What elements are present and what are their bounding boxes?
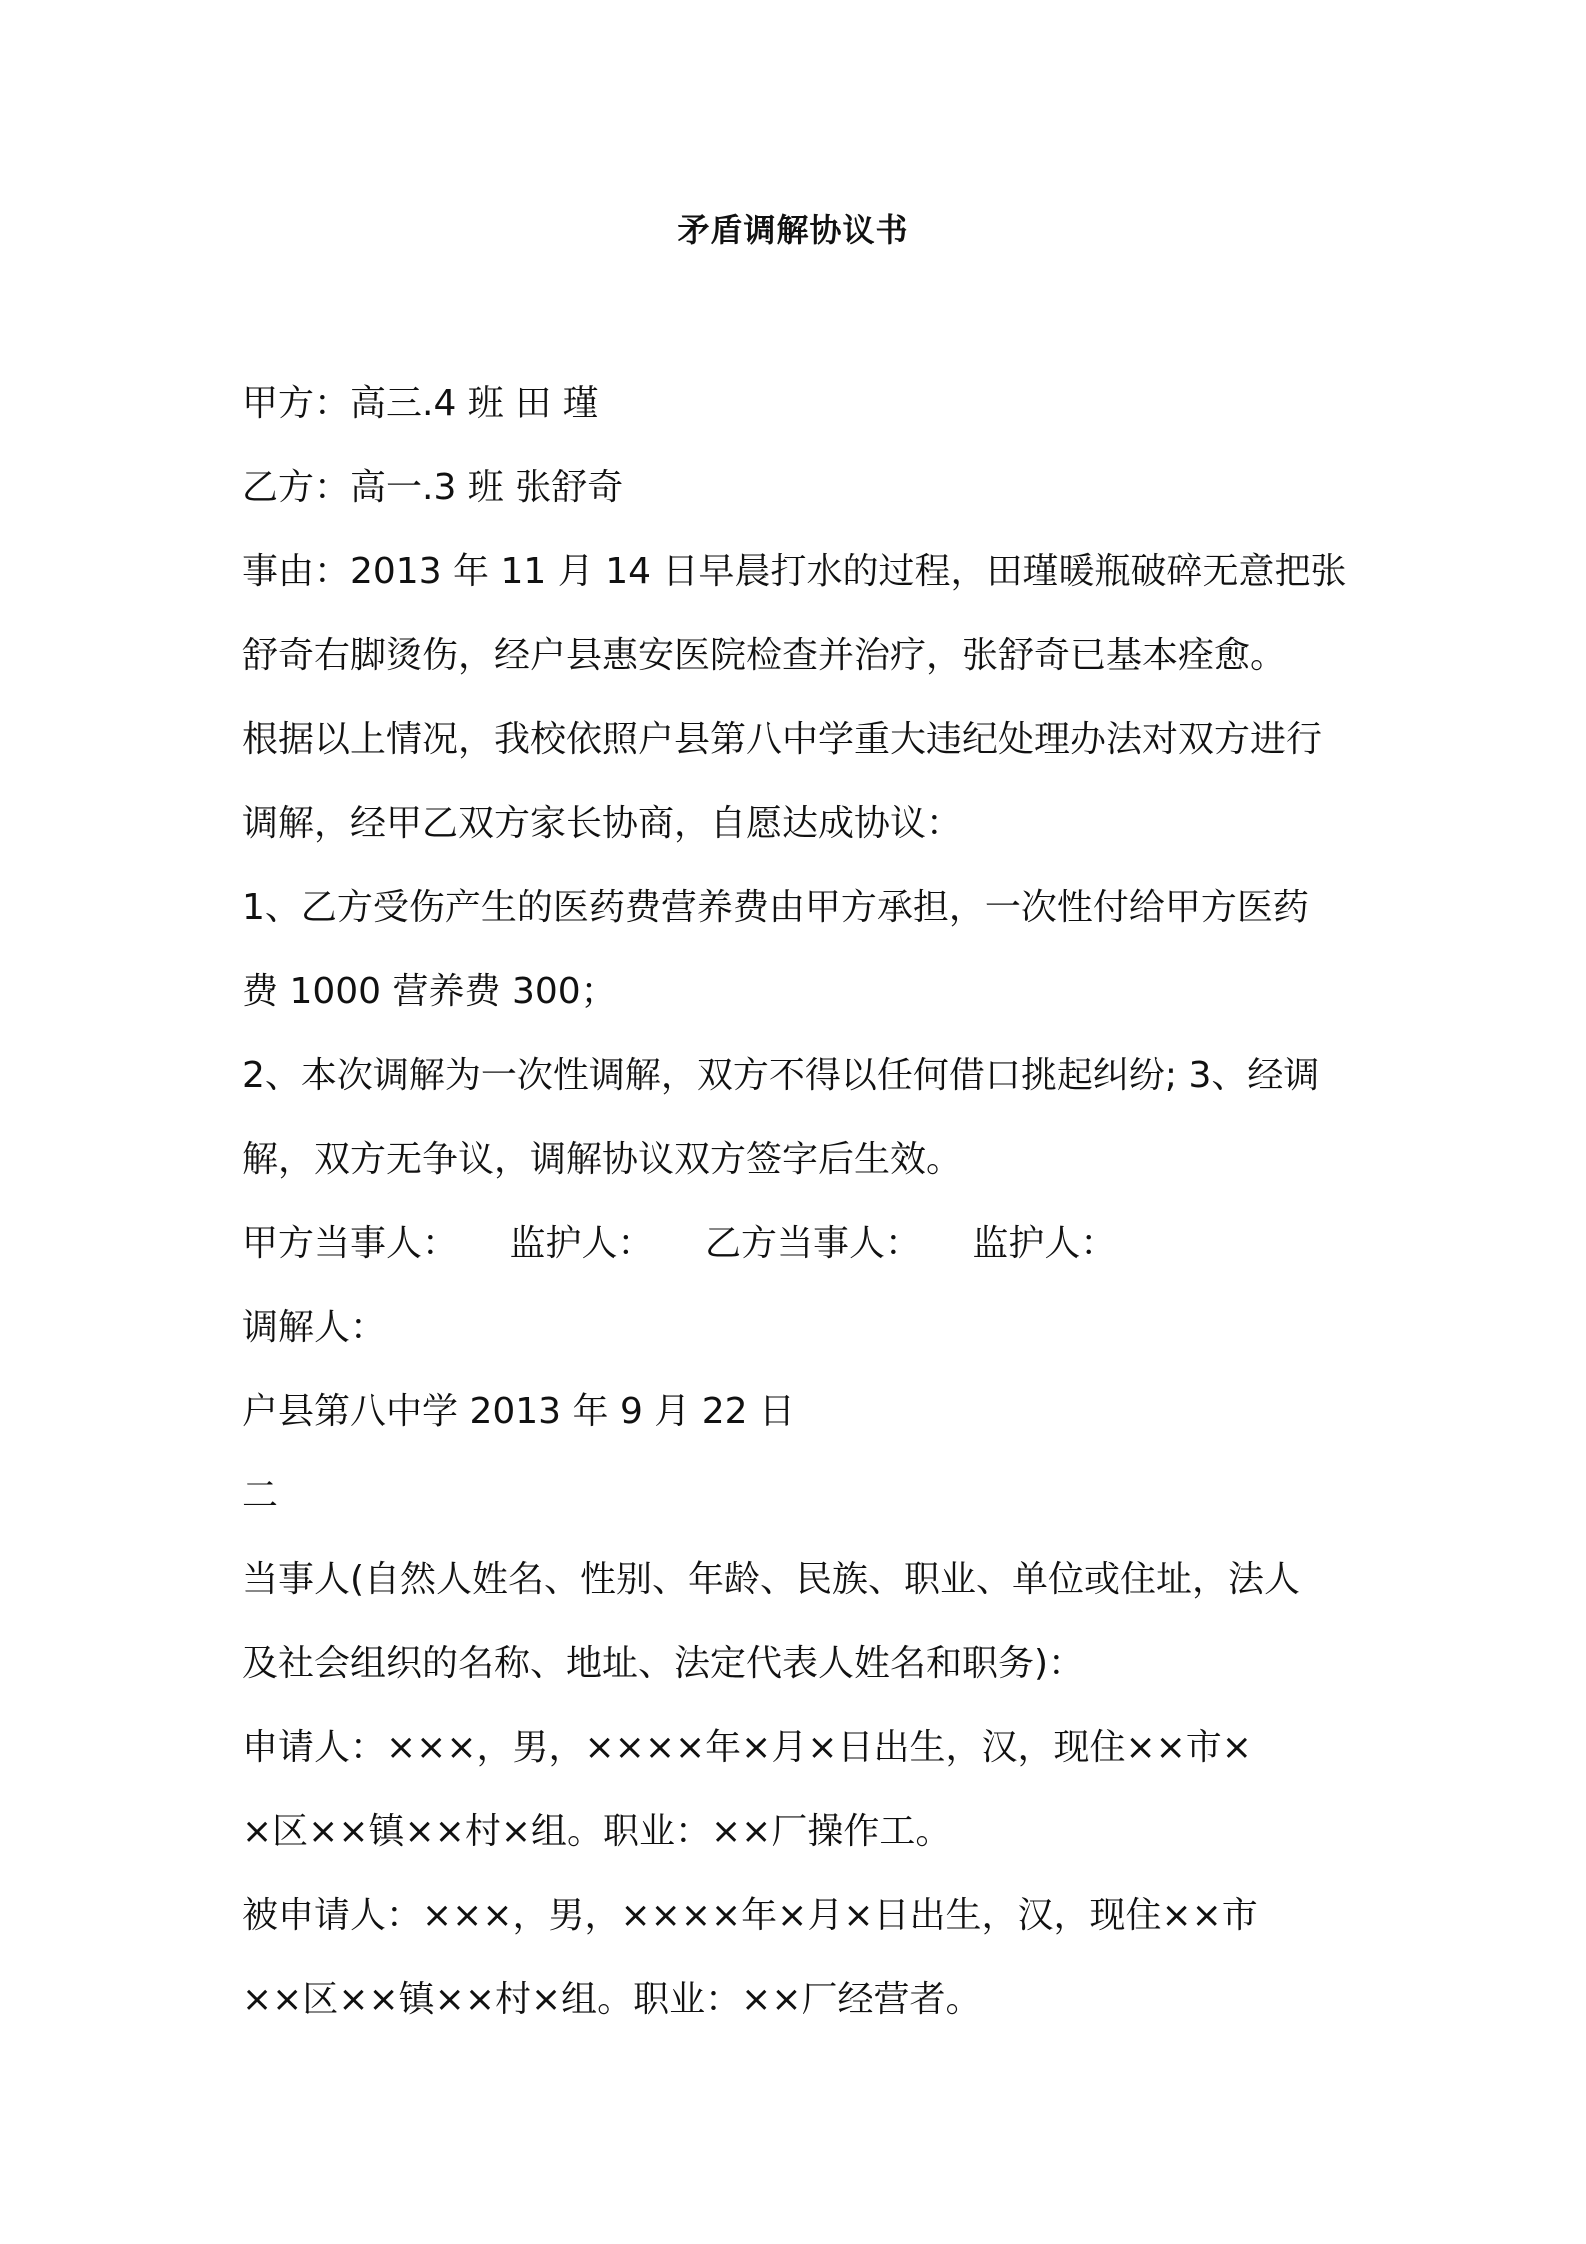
cause-line-2: 舒奇右脚烫伤，经户县惠安医院检查并治疗，张舒奇已基本痊愈。 [242,635,1287,676]
party-a-signature-label: 甲方当事人： [242,1223,459,1264]
respondent-line-2: ××区××镇××村×组。职业：××厂经营者。 [242,1979,982,2020]
applicant-line-1: 申请人：×××，男，××××年×月×日出生，汉，现住××市× [242,1727,1252,1768]
party-a-guardian-label: 监护人： [509,1223,654,1264]
term-2-line-2: 解，双方无争议，调解协议双方签字后生效。 [242,1139,963,1180]
document-title: 矛盾调解协议书 [677,211,909,249]
document-body [242,362,1362,2042]
parties-intro-line-2: 及社会组织的名称、地址、法定代表人姓名和职务)： [242,1643,1085,1684]
applicant-line-2: ×区××镇××村×组。职业：××厂操作工。 [242,1811,952,1852]
section-two-heading: 二 [242,1475,279,1516]
term-1-line-1: 1、乙方受伤产生的医药费营养费由甲方承担，一次性付给甲方医药 [242,887,1309,928]
cause-line-1: 事由：2013 年 11 月 14 日早晨打水的过程，田瑾暖瓶破碎无意把张 [242,551,1347,592]
party-b-guardian-label: 监护人： [972,1223,1117,1264]
parties-intro-line-1: 当事人(自然人姓名、性别、年龄、民族、职业、单位或住址，法人 [242,1559,1301,1600]
signature-line [242,1202,1362,1286]
school-date-line: 户县第八中学 2013 年 9 月 22 日 [242,1391,795,1432]
mediator-label: 调解人： [242,1307,387,1348]
term-2-line-1: 2、本次调解为一次性调解，双方不得以任何借口挑起纠纷; 3、经调 [242,1055,1320,1096]
respondent-line-1: 被申请人：×××，男，××××年×月×日出生，汉，现住××市 [242,1895,1258,1936]
party-b-signature-label: 乙方当事人： [704,1223,921,1264]
party-b-line: 乙方：高一.3 班 张舒奇 [242,467,624,508]
party-a-line: 甲方：高三.4 班 田 瑾 [242,383,599,424]
basis-line-1: 根据以上情况，我校依照户县第八中学重大违纪处理办法对双方进行 [242,719,1323,760]
term-1-line-2: 费 1000 营养费 300； [242,971,617,1012]
basis-line-2: 调解，经甲乙双方家长协商，自愿达成协议： [242,803,963,844]
